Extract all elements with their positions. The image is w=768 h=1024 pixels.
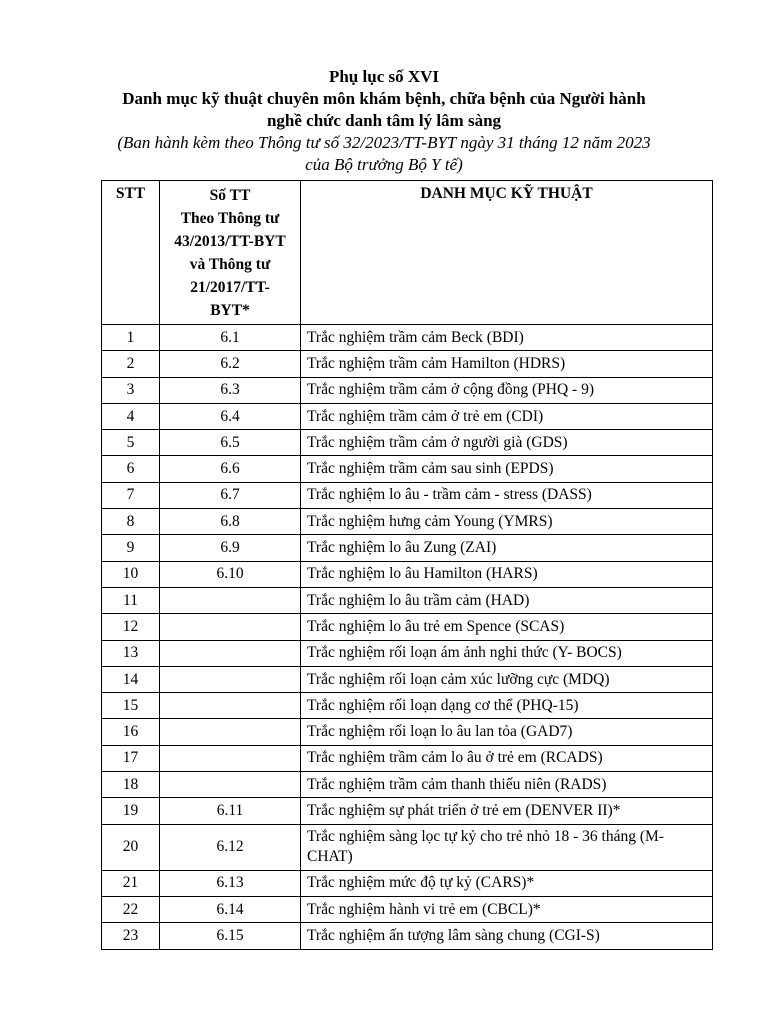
row-stt: 4 bbox=[102, 403, 160, 429]
row-technique-name: Trắc nghiệm trầm cảm sau sinh (EPDS) bbox=[301, 456, 713, 482]
row-stt: 9 bbox=[102, 535, 160, 561]
row-stt: 20 bbox=[102, 824, 160, 870]
table-header-row bbox=[102, 181, 713, 325]
row-technique-name: Trắc nghiệm trầm cảm ở người già (GDS) bbox=[301, 430, 713, 456]
row-reference-number bbox=[160, 666, 301, 692]
table-row bbox=[102, 561, 713, 587]
row-technique-name: Trắc nghiệm rối loạn dạng cơ thể (PHQ-15) bbox=[301, 693, 713, 719]
table-row bbox=[102, 719, 713, 745]
row-reference-number: 6.4 bbox=[160, 403, 301, 429]
row-technique-name: Trắc nghiệm trầm cảm thanh thiếu niên (RADS) bbox=[301, 772, 713, 798]
table-row bbox=[102, 509, 713, 535]
row-technique-name: Trắc nghiệm rối loạn lo âu lan tỏa (GAD7) bbox=[301, 719, 713, 745]
row-reference-number: 6.5 bbox=[160, 430, 301, 456]
row-stt: 23 bbox=[102, 923, 160, 949]
row-technique-name: Trắc nghiệm rối loạn cảm xúc lưỡng cực (MDQ) bbox=[301, 666, 713, 692]
row-stt: 2 bbox=[102, 351, 160, 377]
table-row bbox=[102, 870, 713, 896]
row-technique-name: Trắc nghiệm trầm cảm lo âu ở trẻ em (RCADS) bbox=[301, 745, 713, 771]
document-title-block bbox=[0, 66, 768, 176]
row-reference-number: 6.12 bbox=[160, 824, 301, 870]
row-stt: 11 bbox=[102, 587, 160, 613]
row-reference-number: 6.6 bbox=[160, 456, 301, 482]
table-row bbox=[102, 456, 713, 482]
table-row bbox=[102, 896, 713, 922]
header-ref-line: Theo Thông tư bbox=[180, 210, 280, 227]
row-reference-number bbox=[160, 745, 301, 771]
row-stt: 1 bbox=[102, 325, 160, 351]
row-reference-number bbox=[160, 614, 301, 640]
row-reference-number bbox=[160, 587, 301, 613]
row-reference-number: 6.7 bbox=[160, 482, 301, 508]
row-technique-name: Trắc nghiệm trầm cảm Hamilton (HDRS) bbox=[301, 351, 713, 377]
row-stt: 14 bbox=[102, 666, 160, 692]
row-reference-number: 6.9 bbox=[160, 535, 301, 561]
issuance-note-line-2: của Bộ trưởng Bộ Y tế) bbox=[305, 155, 463, 174]
row-technique-name: Trắc nghiệm sàng lọc tự kỷ cho trẻ nhỏ 18 - 36 tháng (M-CHAT) bbox=[301, 824, 713, 870]
header-stt: STT bbox=[102, 181, 160, 325]
row-stt: 6 bbox=[102, 456, 160, 482]
header-ref-line: 43/2013/TT-BYT bbox=[174, 233, 286, 250]
row-reference-number: 6.10 bbox=[160, 561, 301, 587]
table-row bbox=[102, 772, 713, 798]
row-stt: 13 bbox=[102, 640, 160, 666]
row-stt: 12 bbox=[102, 614, 160, 640]
row-technique-name: Trắc nghiệm lo âu trầm cảm (HAD) bbox=[301, 587, 713, 613]
row-technique-name: Trắc nghiệm lo âu Zung (ZAI) bbox=[301, 535, 713, 561]
table-row bbox=[102, 535, 713, 561]
document-title-line-1: Danh mục kỹ thuật chuyên môn khám bệnh, chữa bệnh của Người hành bbox=[122, 89, 646, 108]
row-technique-name: Trắc nghiệm trầm cảm ở cộng đồng (PHQ - 9) bbox=[301, 377, 713, 403]
row-reference-number bbox=[160, 719, 301, 745]
row-reference-number: 6.8 bbox=[160, 509, 301, 535]
table-row bbox=[102, 430, 713, 456]
table-row bbox=[102, 693, 713, 719]
row-technique-name: Trắc nghiệm hành vi trẻ em (CBCL)* bbox=[301, 896, 713, 922]
row-reference-number: 6.2 bbox=[160, 351, 301, 377]
row-reference-number: 6.14 bbox=[160, 896, 301, 922]
row-reference-number: 6.11 bbox=[160, 798, 301, 824]
table-row bbox=[102, 923, 713, 949]
row-stt: 17 bbox=[102, 745, 160, 771]
technique-table bbox=[101, 180, 713, 950]
table-row bbox=[102, 377, 713, 403]
row-stt: 5 bbox=[102, 430, 160, 456]
header-ref-line: và Thông tư bbox=[189, 256, 271, 273]
row-stt: 18 bbox=[102, 772, 160, 798]
table-row bbox=[102, 745, 713, 771]
row-technique-name: Trắc nghiệm hưng cảm Young (YMRS) bbox=[301, 509, 713, 535]
row-stt: 3 bbox=[102, 377, 160, 403]
table-row bbox=[102, 403, 713, 429]
row-reference-number: 6.15 bbox=[160, 923, 301, 949]
table-body bbox=[102, 325, 713, 950]
row-technique-name: Trắc nghiệm trầm cảm ở trẻ em (CDI) bbox=[301, 403, 713, 429]
header-ref-line: 21/2017/TT- bbox=[190, 279, 270, 296]
row-reference-number bbox=[160, 640, 301, 666]
row-technique-name: Trắc nghiệm lo âu - trầm cảm - stress (DASS) bbox=[301, 482, 713, 508]
table-row bbox=[102, 587, 713, 613]
row-stt: 22 bbox=[102, 896, 160, 922]
row-reference-number: 6.13 bbox=[160, 870, 301, 896]
row-technique-name: Trắc nghiệm sự phát triển ở trẻ em (DENVER II)* bbox=[301, 798, 713, 824]
table-row bbox=[102, 351, 713, 377]
row-technique-name: Trắc nghiệm rối loạn ám ảnh nghi thức (Y- BOCS) bbox=[301, 640, 713, 666]
row-stt: 21 bbox=[102, 870, 160, 896]
row-stt: 10 bbox=[102, 561, 160, 587]
table-row bbox=[102, 325, 713, 351]
row-stt: 8 bbox=[102, 509, 160, 535]
row-technique-name: Trắc nghiệm mức độ tự kỷ (CARS)* bbox=[301, 870, 713, 896]
table-row bbox=[102, 614, 713, 640]
row-reference-number bbox=[160, 693, 301, 719]
table-row bbox=[102, 666, 713, 692]
appendix-number: Phụ lục số XVI bbox=[328, 67, 440, 86]
table-row bbox=[102, 482, 713, 508]
document-title-line-2: nghề chức danh tâm lý lâm sàng bbox=[266, 111, 502, 130]
row-reference-number: 6.1 bbox=[160, 325, 301, 351]
table-row bbox=[102, 824, 713, 870]
header-technique-list: DANH MỤC KỸ THUẬT bbox=[301, 181, 713, 325]
row-stt: 19 bbox=[102, 798, 160, 824]
table-row bbox=[102, 798, 713, 824]
row-reference-number: 6.3 bbox=[160, 377, 301, 403]
row-technique-name: Trắc nghiệm lo âu trẻ em Spence (SCAS) bbox=[301, 614, 713, 640]
header-ref-line: BYT* bbox=[210, 302, 250, 319]
table-row bbox=[102, 640, 713, 666]
row-technique-name: Trắc nghiệm ấn tượng lâm sàng chung (CGI-S) bbox=[301, 923, 713, 949]
row-technique-name: Trắc nghiệm lo âu Hamilton (HARS) bbox=[301, 561, 713, 587]
row-stt: 16 bbox=[102, 719, 160, 745]
row-technique-name: Trắc nghiệm trầm cảm Beck (BDI) bbox=[301, 325, 713, 351]
row-stt: 7 bbox=[102, 482, 160, 508]
header-reference-number bbox=[160, 181, 301, 325]
row-stt: 15 bbox=[102, 693, 160, 719]
row-reference-number bbox=[160, 772, 301, 798]
issuance-note-line-1: (Ban hành kèm theo Thông tư số 32/2023/TT-BYT ngày 31 tháng 12 năm 2023 bbox=[117, 133, 651, 152]
header-ref-line: Số TT bbox=[209, 187, 251, 204]
